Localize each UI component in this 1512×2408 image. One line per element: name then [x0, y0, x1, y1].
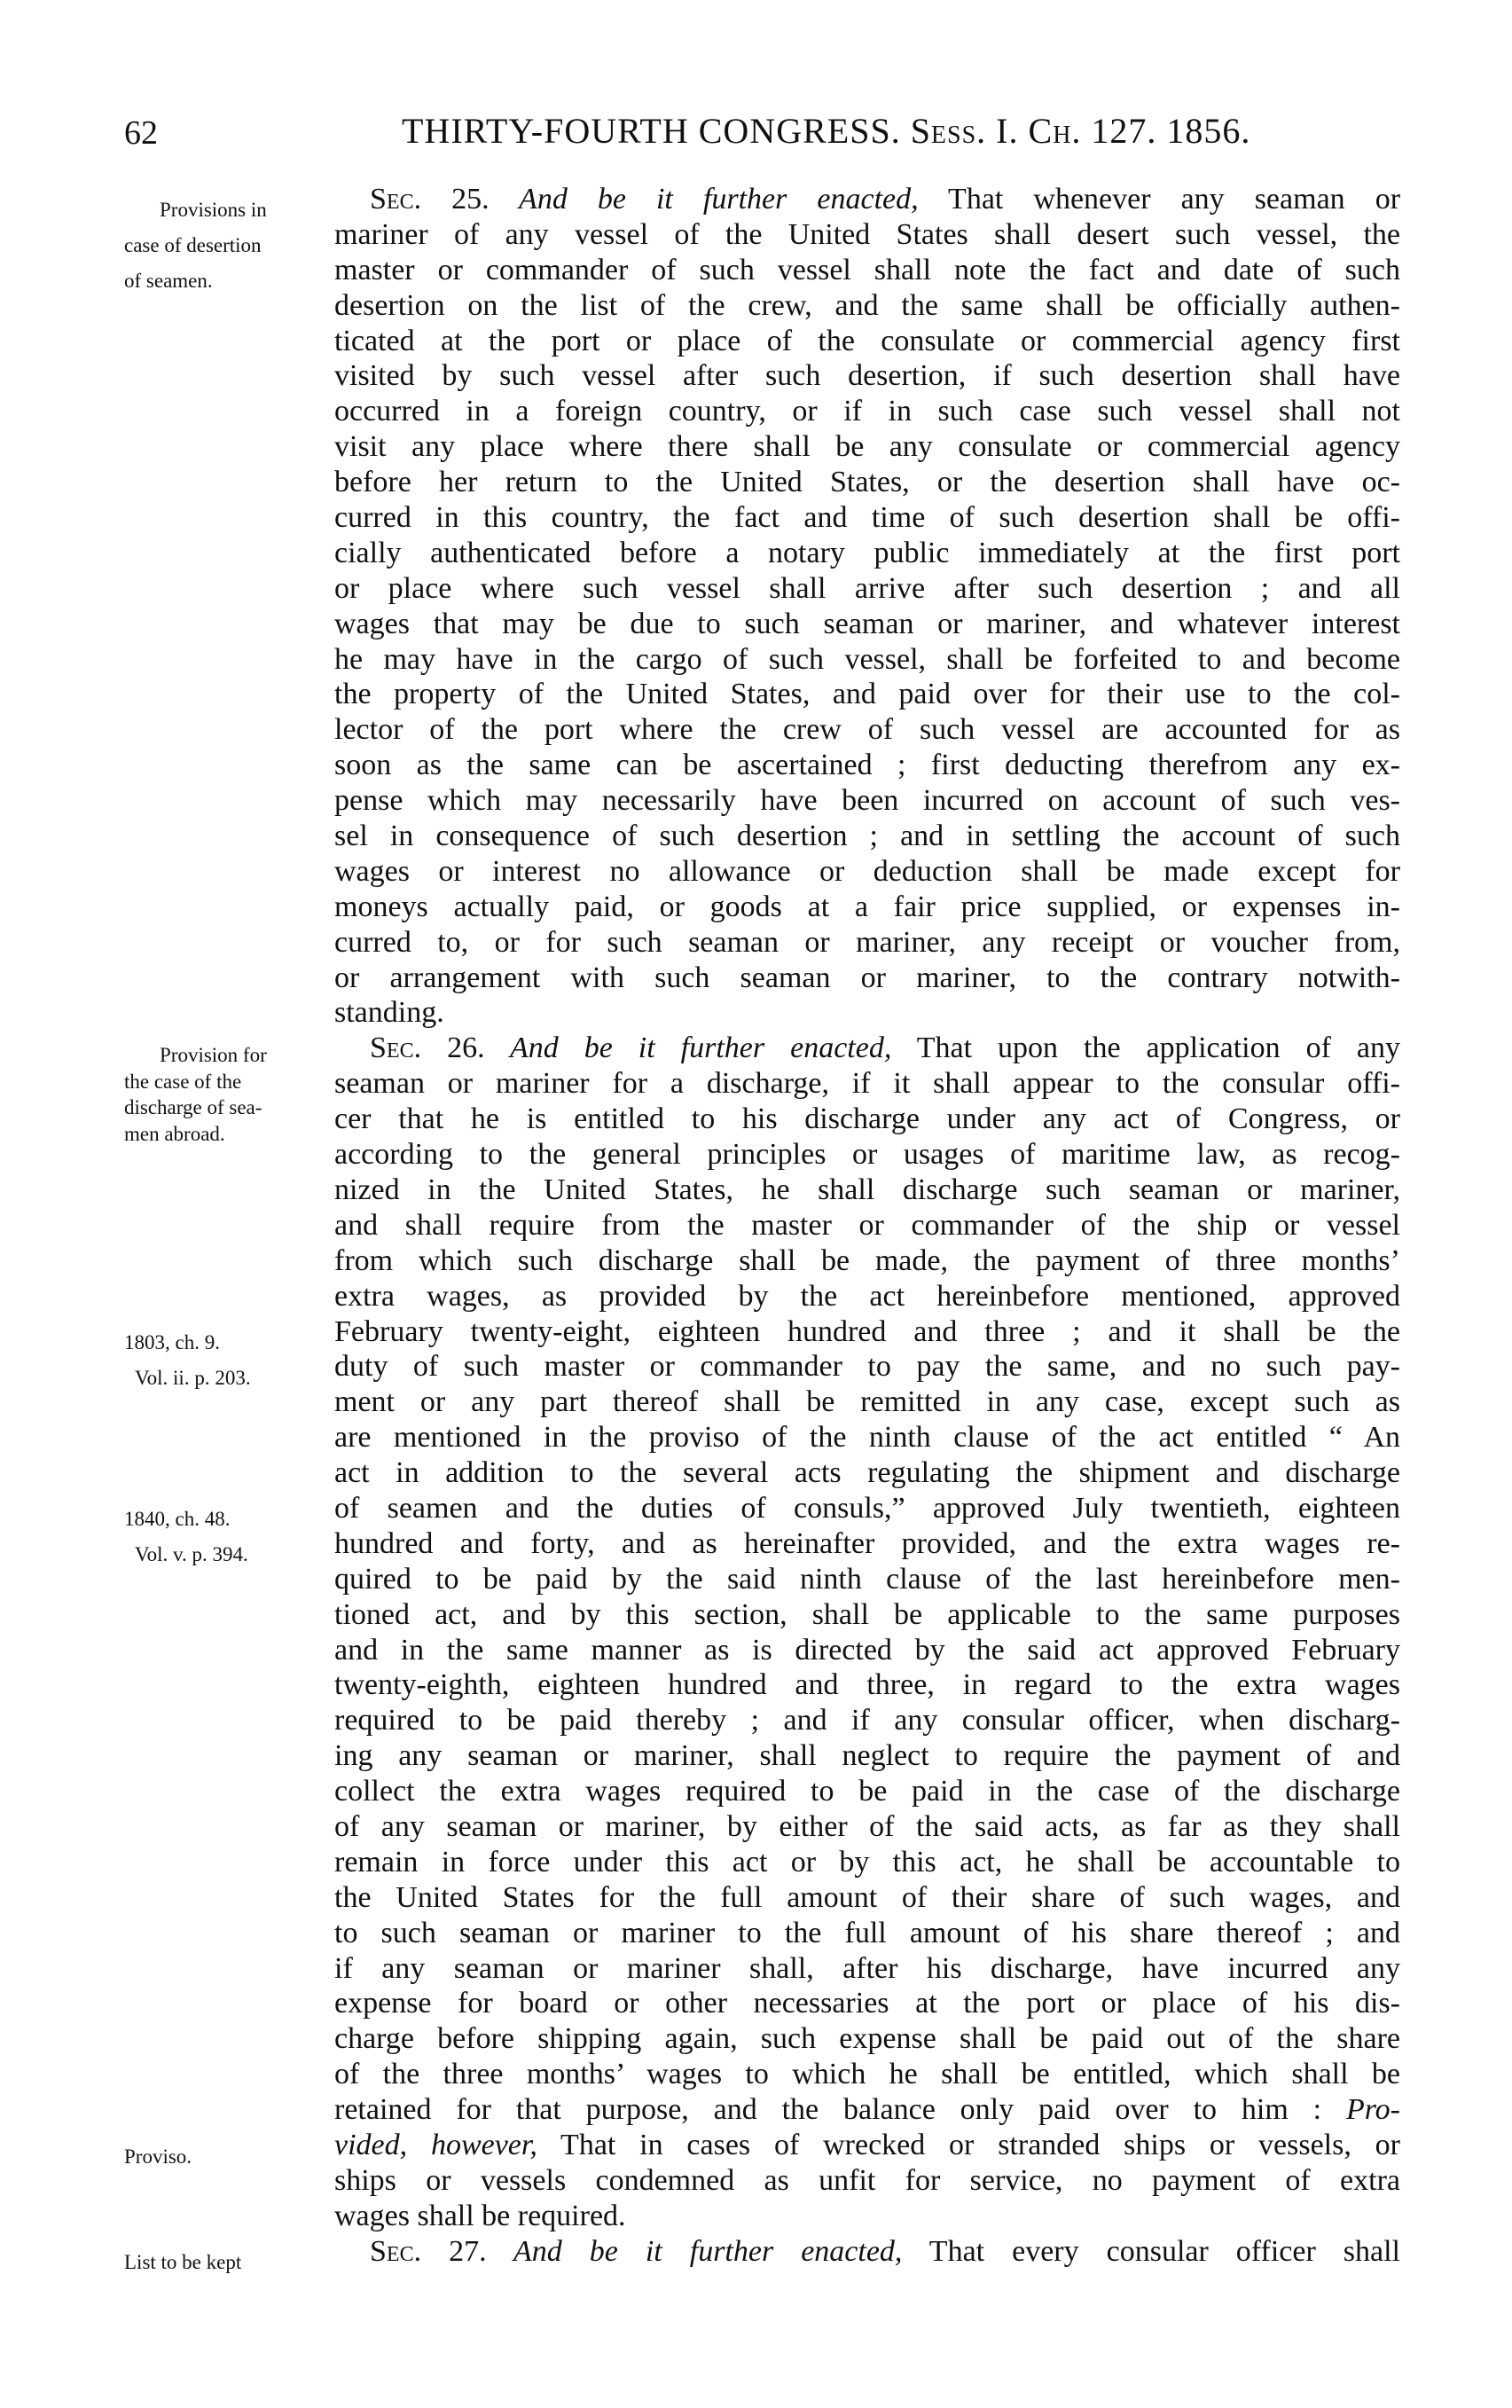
text-line: charge before shipping again, such expense shall be paid out of the share	[334, 2022, 1400, 2056]
text-line: pense which may necessarily have been incurred on account of such ves-	[334, 784, 1400, 818]
text-line: and shall require from the master or commander of the ship or vessel	[334, 1208, 1400, 1242]
text-line: duty of such master or commander to pay the same, and no such pay-	[334, 1350, 1400, 1384]
margin-note-line: Provisions in	[160, 199, 267, 221]
text-line: lector of the port where the crew of such vessel are accounted for as	[334, 713, 1400, 747]
text-line: visited by such vessel after such desertion, if such desertion shall have	[334, 359, 1400, 393]
text-line	[334, 2234, 1400, 2270]
text-line: before her return to the United States, or the desertion shall have oc-	[334, 466, 1400, 499]
text-line: wages that may be due to such seaman or mariner, and whatever interest	[334, 607, 1400, 640]
text-line: curred to, or for such seaman or mariner, any receipt or voucher from,	[334, 925, 1400, 959]
text-line: ships or vessels condemned as unfit for service, no payment of extra	[334, 2163, 1400, 2197]
text-line: are mentioned in the proviso of the ninth clause of the act entitled “ An	[334, 1421, 1400, 1455]
text-line: master or commander of such vessel shall note the fact and date of such	[334, 253, 1400, 286]
text-line: ment or any part thereof shall be remitted in any case, except such as	[334, 1385, 1400, 1419]
text-line: and in the same manner as is directed by the said act approved February	[334, 1633, 1400, 1667]
margin-note	[124, 1325, 326, 1396]
text-line: ticated at the port or place of the consulate or commercial agency first	[334, 324, 1400, 357]
margin-note-line: case of desertion	[124, 233, 262, 256]
text-segment: That upon the application of any	[891, 1031, 1400, 1065]
text-line	[334, 2092, 1400, 2128]
text-line: nized in the United States, he shall discharge such seaman or mariner,	[334, 1173, 1400, 1206]
margin-note-line: List to be kept	[124, 2251, 242, 2274]
congress-title: THIRTY-FOURTH CONGRESS.	[402, 111, 901, 151]
text-line: the property of the United States, and paid over for their use to the col-	[334, 678, 1400, 711]
section-number: Sec. 27.	[370, 2234, 487, 2268]
margin-note	[124, 2139, 326, 2175]
text-line: soon as the same can be ascertained ; first deducting therefrom any ex-	[334, 749, 1400, 782]
italic-phrase: vided, however,	[334, 2128, 537, 2161]
text-line: February twenty-eight, eighteen hundred and three ; and it shall be the	[334, 1314, 1400, 1348]
text-line: wages or interest no allowance or deduction shall be made except for	[334, 854, 1400, 888]
section-number: Sec. 25.	[370, 183, 490, 216]
text-line: desertion on the list of the crew, and the same shall be officially authen-	[334, 288, 1400, 322]
text-segment: That whenever any seaman or	[918, 183, 1401, 216]
text-line: occurred in a foreign country, or if in such case such vessel shall not	[334, 395, 1400, 428]
text-segment: That in cases of wrecked or stranded ships or vessels, or	[537, 2128, 1400, 2161]
margin-note-line: Provision for	[160, 1043, 267, 1066]
margin-note-line: of seamen.	[124, 269, 213, 292]
page-number: 62	[124, 114, 158, 152]
text-line: expense for board or other necessaries at the port or place of his dis-	[334, 1987, 1400, 2020]
text-line: ing any seaman or mariner, shall neglect to require the payment of and	[334, 1739, 1400, 1773]
italic-phrase: Pro-	[1345, 2093, 1400, 2127]
text-line: sel in consequence of such desertion ; and in settling the account of such	[334, 820, 1400, 853]
margin-note-line: the case of the	[124, 1070, 242, 1093]
text-line: cially authenticated before a notary public immediately at the first port	[334, 536, 1400, 569]
italic-phrase: And be it further enacted,	[489, 183, 919, 216]
text-line: quired to be paid by the said ninth clause of the last hereinbefore men-	[334, 1562, 1400, 1596]
text-line: cer that he is entitled to his discharge under any act of Congress, or	[334, 1102, 1400, 1136]
text-line: visit any place where there shall be any consulate or commercial agency	[334, 430, 1400, 464]
text-line: required to be paid thereby ; and if any consular officer, when discharg-	[334, 1704, 1400, 1737]
italic-phrase: And be it further enacted,	[484, 1031, 892, 1065]
margin-note	[124, 1042, 326, 1149]
margin-note-line: discharge of sea-	[124, 1096, 262, 1119]
text-line: of any seaman or mariner, by either of the said acts, as far as they shall	[334, 1809, 1400, 1843]
margin-note-line: Vol. ii. p. 203.	[135, 1366, 251, 1389]
margin-note	[124, 2245, 326, 2280]
statute-body	[334, 182, 1400, 2270]
text-line: of seamen and the duties of consuls,” approved July twentieth, eighteen	[334, 1491, 1400, 1525]
margin-note-line: Proviso.	[124, 2145, 192, 2168]
text-line	[334, 182, 1400, 217]
italic-phrase: And be it further enacted,	[486, 2234, 903, 2268]
text-line: extra wages, as provided by the act hereinbefore mentioned, approved	[334, 1279, 1400, 1313]
margin-note-line: 1803, ch. 9.	[124, 1330, 220, 1353]
text-line: collect the extra wages required to be paid in the case of the discharge	[334, 1775, 1400, 1808]
chapter: Ch. 127.	[1028, 111, 1157, 151]
text-line: if any seaman or mariner shall, after his discharge, have incurred any	[334, 1951, 1400, 1985]
text-line: he may have in the cargo of such vessel, shall be forfeited to and become	[334, 642, 1400, 676]
text-line: to such seaman or mariner to the full amount of his share thereof ; and	[334, 1916, 1400, 1949]
text-line: the United States for the full amount of their share of such wages, and	[334, 1880, 1400, 1914]
margin-note	[124, 192, 326, 299]
text-line: act in addition to the several acts regulating the shipment and discharge	[334, 1456, 1400, 1490]
margin-note-line: 1840, ch. 48.	[124, 1508, 231, 1531]
text-line: mariner of any vessel of the United States shall desert such vessel, the	[334, 217, 1400, 251]
text-line: hundred and forty, and as hereinafter provided, and the extra wages re-	[334, 1526, 1400, 1560]
text-segment: That every consular officer shall	[902, 2234, 1401, 2268]
text-line: of the three months’ wages to which he shall be entitled, which shall be	[334, 2058, 1400, 2091]
section-number: Sec. 26.	[370, 1031, 485, 1065]
text-line: curred in this country, the fact and time of such desertion shall be offi-	[334, 501, 1400, 535]
text-segment: retained for that purpose, and the balance only paid over to him :	[334, 2093, 1346, 2127]
text-line: according to the general principles or usages of maritime law, as recog-	[334, 1138, 1400, 1172]
margin-note	[124, 1502, 326, 1573]
session: Sess. I.	[910, 111, 1019, 151]
text-line: tioned act, and by this section, shall be applicable to the same purposes	[334, 1597, 1400, 1631]
text-line	[334, 2128, 1400, 2163]
text-line: moneys actually paid, or goods at a fair price supplied, or expenses in-	[334, 890, 1400, 923]
text-line: wages shall be required.	[334, 2199, 626, 2232]
text-line: or arrangement with such seaman or mariner, to the contrary notwith-	[334, 961, 1400, 994]
text-line	[334, 1031, 1400, 1066]
text-line: standing.	[334, 996, 444, 1030]
text-line: from which such discharge shall be made, the payment of three months’	[334, 1243, 1400, 1277]
text-line: seaman or mariner for a discharge, if it shall appear to the consular offi-	[334, 1067, 1400, 1101]
running-head	[402, 110, 1346, 152]
text-line: remain in force under this act or by this act, he shall be accountable to	[334, 1845, 1400, 1879]
year: 1856.	[1166, 111, 1251, 151]
margin-note-line: men abroad.	[124, 1123, 225, 1146]
text-line: or place where such vessel shall arrive after such desertion ; and all	[334, 571, 1400, 605]
text-line: twenty-eighth, eighteen hundred and three, in regard to the extra wages	[334, 1668, 1400, 1702]
margin-note-line: Vol. v. p. 394.	[135, 1543, 248, 1566]
